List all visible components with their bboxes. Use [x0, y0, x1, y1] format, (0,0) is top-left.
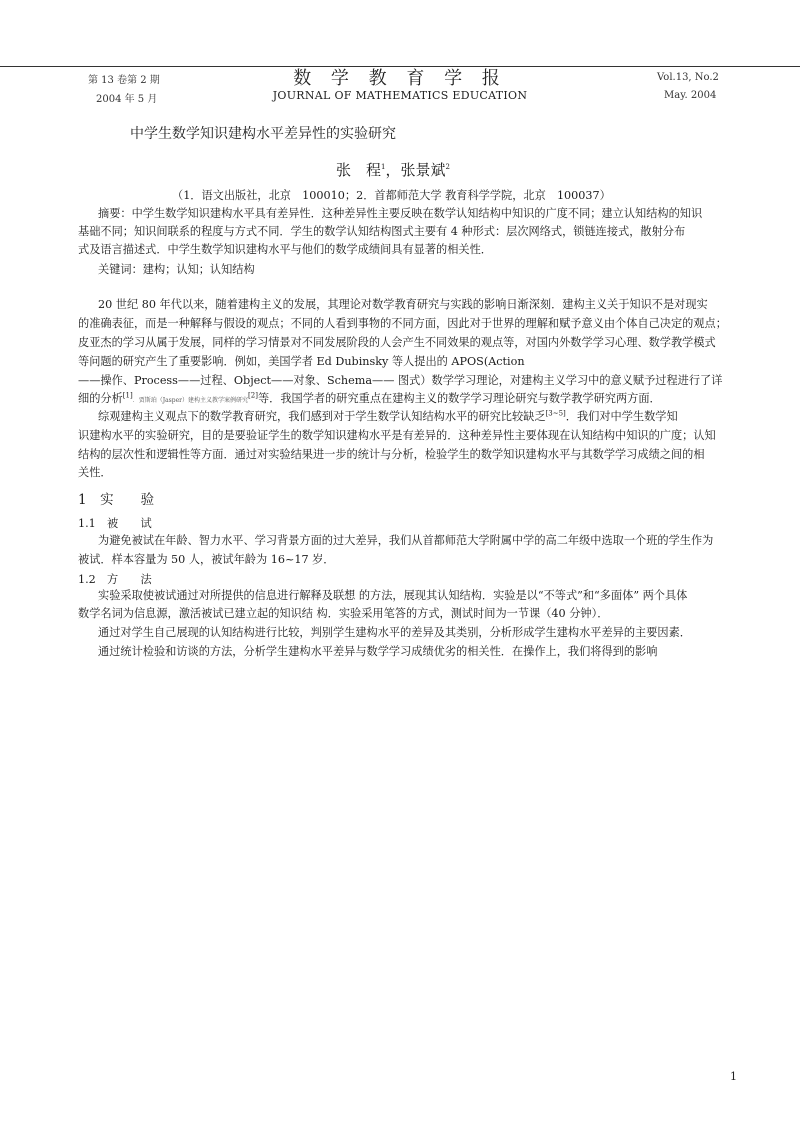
- subsection-heading: 1.1 被 试: [78, 517, 152, 530]
- citation-mark: [1]: [122, 391, 133, 400]
- body-line: 的准确表征，而是一种解释与假设的观点；不同的人看到事物的不同方面，因此对于世界的理解和赋予意义由个体自己决定的观点；: [78, 317, 727, 330]
- author-2: ，张景斌: [385, 161, 446, 179]
- body-line: [78, 390, 661, 410]
- body-line: 实验采取使被试通过对所提供的信息进行解释及联想 的方法，展现其认知结构．实验是以“不等式”和“多面体” 两个具体: [98, 589, 688, 602]
- body-line: 为避免被试在年龄、智力水平、学习背景方面的过大差异，我们从首都师范大学附属中学的高二年级中选取一个班的学生作为: [98, 534, 714, 547]
- subsection-heading: 1.2 方 法: [78, 573, 152, 586]
- body-text: 细的分析: [78, 392, 123, 405]
- body-line: 结构的层次性和逻辑性等方面．通过对实验结果进一步的统计与分析，检验学生的数学知识建构水平与其数学学习成绩之间的相: [78, 448, 705, 461]
- body-line: [98, 408, 678, 426]
- section-heading: 1 实 验: [78, 492, 155, 508]
- citation-mark: [3~5]: [545, 409, 566, 418]
- body-text: 综观建构主义观点下的数学教育研究，我们感到对于学生数学认知结构水平的研究比较缺乏: [98, 410, 546, 423]
- small-print-text: ．贾斯珀（Jasper）建构主义教学案例研究: [132, 397, 249, 404]
- header-date-en: May. 2004: [664, 90, 717, 101]
- author-1-affiliation-mark: 1: [381, 163, 386, 171]
- body-line: ——操作、Process——过程、Object——对象、Schema—— 图式）数学学习理论，对建构主义学习中的意义赋予过程进行了详: [78, 374, 723, 387]
- affiliation-line: （1．语文出版社，北京 100010；2．首都师范大学 教育科学学院，北京 100037）: [172, 189, 611, 202]
- body-line: 通过统计检验和访谈的方法，分析学生建构水平差异与数学学习成绩优劣的相关性．在操作上，我们将得到的影响: [98, 645, 658, 658]
- page-number: 1: [730, 1070, 737, 1083]
- body-line: 数学名词为信息源，激活被试已建立起的知识结 构．实验采用笔答的方式，测试时间为一节课（40 分钟）．: [78, 607, 609, 620]
- body-text: ．我们对中学生数学知: [565, 410, 678, 423]
- body-text: 等．我国学者的研究重点在建构主义的数学学习理论研究与数学教学研究两方面．: [257, 392, 661, 405]
- body-line: 20 世纪 80 年代以来，随着建构主义的发展，其理论对数学教育研究与实践的影响日渐深刻．建构主义关于知识不是对现实: [98, 298, 708, 311]
- journal-title-cn: 数 学 教 育 学 报: [293, 68, 507, 89]
- author-2-affiliation-mark: 2: [445, 163, 450, 171]
- journal-title-en: JOURNAL OF MATHEMATICS EDUCATION: [272, 89, 528, 102]
- body-line: 关性．: [78, 466, 112, 479]
- header-date-cn: 2004 年 5 月: [96, 94, 158, 105]
- citation-mark: [2]: [248, 391, 258, 400]
- body-line: 等问题的研究产生了重要影响．例如，美国学者 Ed Dubinsky 等人提出的 APOS(Action: [78, 355, 525, 368]
- paper-authors: [336, 159, 450, 180]
- abstract-line: 摘要：中学生数学知识建构水平具有差异性．这种差异性主要反映在数学认知结构中知识的广度不同；建立认知结构的知识: [98, 207, 703, 220]
- author-1: 张 程: [336, 161, 382, 179]
- body-line: 被试．样本容量为 50 人，被试年龄为 16~17 岁．: [78, 553, 335, 566]
- body-line: 皮亚杰的学习从属于发展，同样的学习情景对不同发展阶段的人会产生不同效果的观点等，对国内外数学学习心理、数学教学模式: [78, 336, 716, 349]
- header-volume-en: Vol.13, No.2: [657, 72, 719, 83]
- header-volume-cn: 第 13 卷第 2 期: [88, 75, 160, 86]
- abstract-line: 基础不同；知识间联系的程度与方式不同．学生的数学认知结构图式主要有 4 种形式：层次网络式，锁链连接式，散射分布: [78, 225, 686, 238]
- body-line: 通过对学生自己展现的认知结构进行比较，判别学生建构水平的差异及其类别，分析形成学生建构水平差异的主要因素．: [98, 626, 691, 639]
- keywords-line: 关键词：建构；认知；认知结构: [98, 263, 255, 276]
- body-line: 识建构水平的实验研究，目的是要验证学生的数学知识建构水平是有差异的．这种差异性主要体现在认知结构中知识的广度；认知: [78, 429, 716, 442]
- paper-title: 中学生数学知识建构水平差异性的实验研究: [130, 126, 396, 142]
- abstract-line: 式及语言描述式．中学生数学知识建构水平与他们的数学成绩间具有显著的相关性．: [78, 243, 492, 256]
